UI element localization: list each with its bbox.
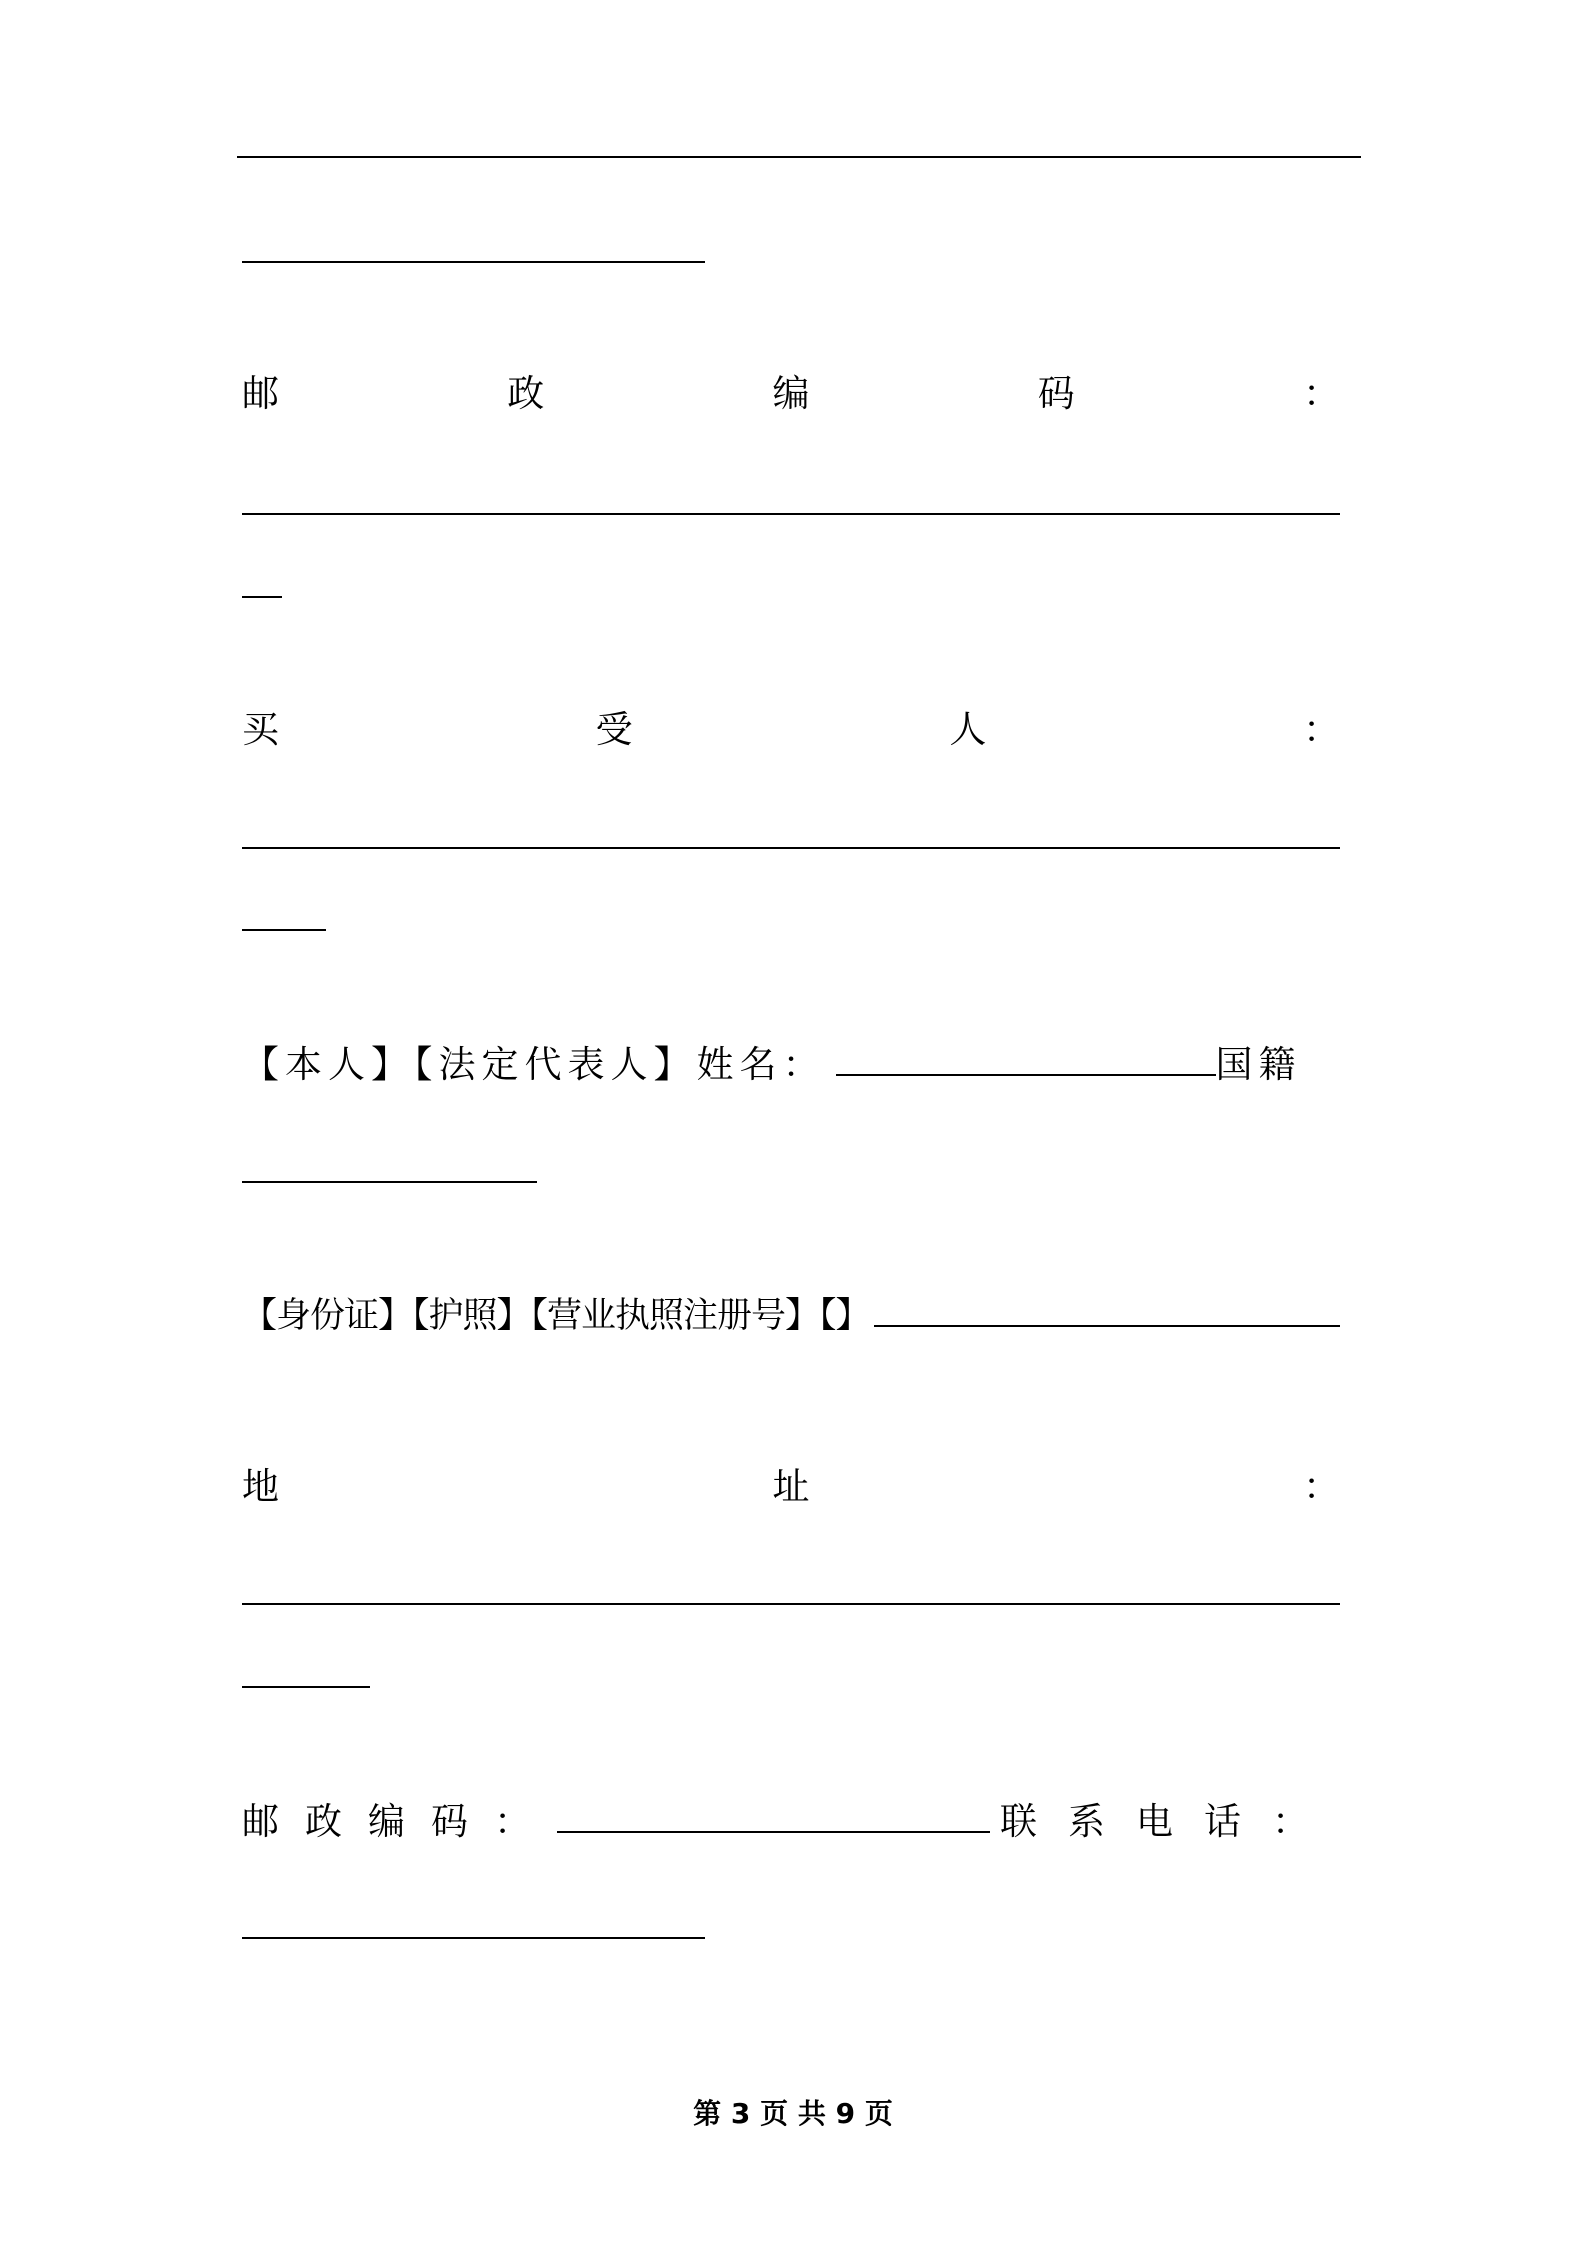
id-number-blank[interactable] [874,1325,1340,1327]
label-char: 址 [772,1465,810,1508]
label-char: ： [1303,372,1340,415]
buyer-blank-line-cont [242,888,1340,948]
name-label: 【本人】【法定代表人】姓名： [242,1043,826,1086]
fill-in-blank[interactable] [242,1603,1340,1605]
continuation-blank-line [242,220,1340,280]
address-label [242,1457,1340,1517]
page-indicator: 第 3 页 共 9 页 [693,2097,893,2130]
label-char: 人 [949,708,987,751]
fill-in-blank[interactable] [242,513,1340,515]
label-char: 编 [772,372,810,415]
postal-code-blank[interactable] [557,1831,990,1833]
label-char: ： [1302,708,1340,751]
buyer-label [242,700,1340,760]
label-char: 地 [242,1465,279,1508]
label-char: 邮 [242,372,279,415]
id-type-label: 【身份证】【护照】【营业执照注册号】【】 [242,1296,870,1336]
phone-label: 联系电话： [1000,1800,1340,1843]
address-blank-line-cont [242,1645,1340,1705]
buyer-blank-line [242,806,1340,866]
header-rule [237,156,1361,158]
label-char: 买 [242,708,279,751]
id-number-line [242,1286,1340,1346]
name-blank[interactable] [836,1074,1216,1076]
label-char: 政 [507,372,545,415]
fill-in-blank[interactable] [242,847,1340,849]
fill-in-blank[interactable] [242,261,705,263]
name-nationality-line [242,1035,1340,1095]
phone-blank-line [242,1896,1340,1956]
nationality-label: 国籍 [1215,1043,1302,1086]
fill-in-blank[interactable] [242,596,282,598]
seller-postal-code-blank-line-cont [242,555,1340,615]
seller-postal-code-label [242,364,1340,424]
seller-postal-code-blank-line [242,472,1340,532]
nationality-blank-line [242,1140,1340,1200]
phone-blank[interactable] [242,1937,705,1939]
label-char: 码 [1037,372,1075,415]
nationality-blank[interactable] [242,1181,537,1183]
label-char: 受 [595,708,633,751]
postal-phone-line [242,1792,1340,1852]
fill-in-blank[interactable] [242,1686,370,1688]
address-blank-line [242,1562,1340,1622]
postal-code-label: 邮政编码： [242,1800,557,1843]
label-char: ： [1303,1465,1340,1508]
fill-in-blank[interactable] [242,929,326,931]
